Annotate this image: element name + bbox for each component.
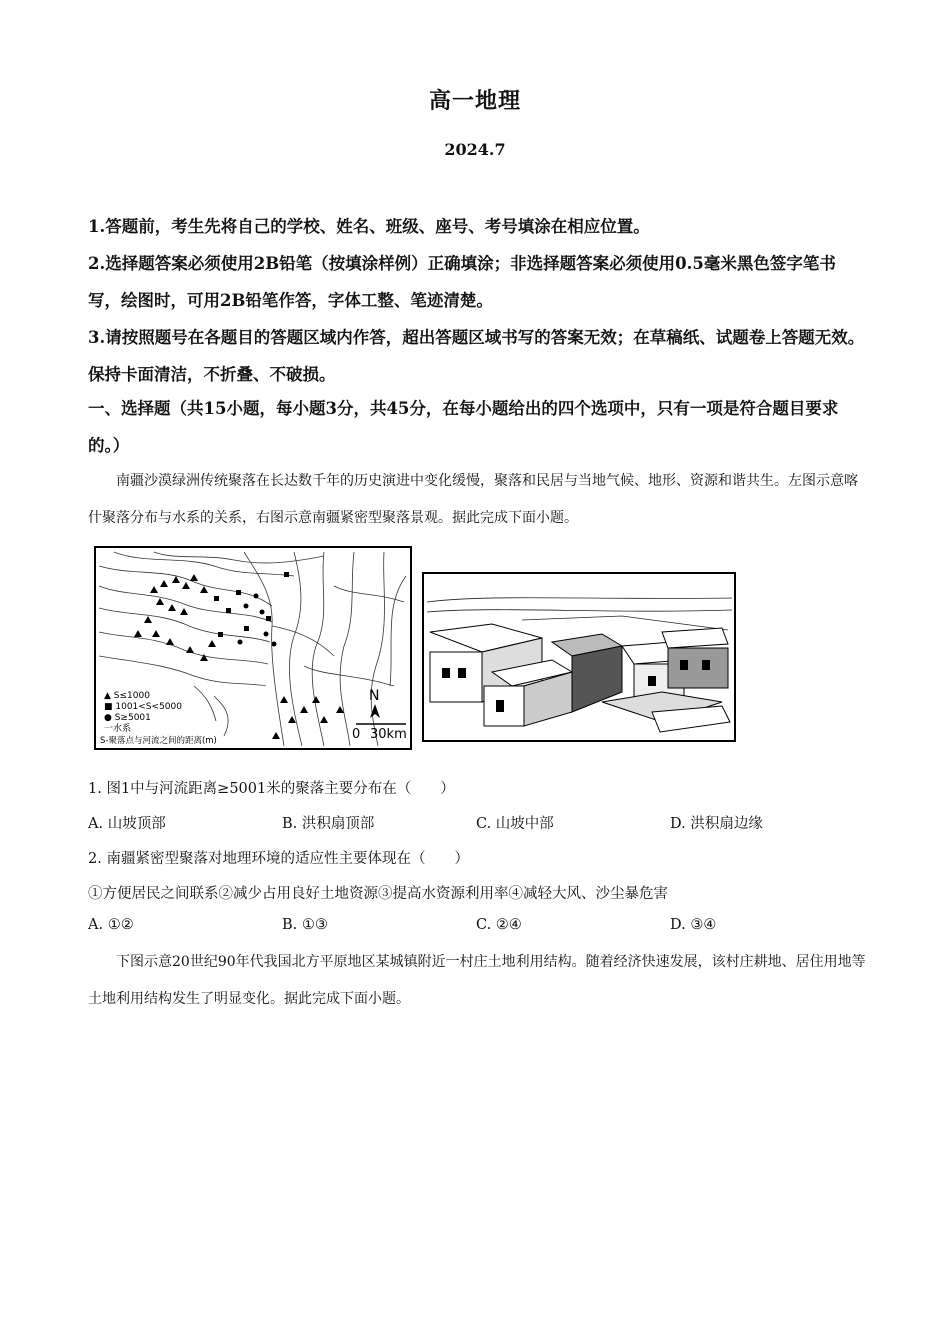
- legend-river: 一水系: [104, 724, 132, 734]
- q1-option-d: D. 洪积扇边缘: [670, 816, 763, 832]
- settlement-river-map: [94, 546, 412, 750]
- question-1-stem: 1. 图1中与河流距离≥5001米的聚落主要分布在（ ）: [88, 781, 455, 797]
- instruction-3: 3.请按照题号在各题目的答题区域内作答，超出答题区域书写的答案无效；在草稿纸、试题卷上答题无效。保持卡面清洁，不折叠、不破损。: [88, 328, 865, 384]
- exam-date: 2024.7: [444, 140, 506, 159]
- instruction-1: 1.答题前，考生先将自己的学校、姓名、班级、座号、考号填涂在相应位置。: [88, 217, 650, 236]
- scale-zero: 0: [352, 727, 361, 742]
- q2-option-c: C. ②④: [476, 917, 522, 933]
- legend-circle: ● S≥5001: [104, 713, 151, 723]
- q1-option-a: A. 山坡顶部: [88, 816, 166, 832]
- instruction-2: 2.选择题答案必须使用2B铅笔（按填涂样例）正确填涂；非选择题答案必须使用0.5毫米黑色签字笔书写，绘图时，可用2B铅笔作答，字体工整、笔迹清楚。: [88, 254, 836, 310]
- section-heading: 一、选择题（共15小题，每小题3分，共45分，在每小题给出的四个选项中，只有一项是符合题目要求的。）: [88, 399, 839, 455]
- compact-settlement-sketch: [422, 572, 736, 742]
- legend-triangle: ▲ S≤1000: [104, 691, 150, 701]
- question-2-stem: 2. 南疆紧密型聚落对地理环境的适应性主要体现在（ ）: [88, 851, 469, 867]
- north-label: N: [369, 688, 380, 704]
- q2-option-a: A. ①②: [88, 917, 134, 933]
- question-2-statements: ①方便居民之间联系②减少占用良好土地资源③提高水资源利用率④减轻大风、沙尘暴危害: [88, 886, 668, 902]
- q1-option-c: C. 山坡中部: [476, 816, 554, 832]
- q2-option-d: D. ③④: [670, 917, 717, 933]
- page-title: 高一地理: [428, 88, 521, 114]
- q1-option-b: B. 洪积扇顶部: [282, 816, 375, 832]
- scale-distance: 30km: [370, 727, 407, 742]
- passage-2: 下图示意20世纪90年代我国北方平原地区某城镇附近一村庄土地利用结构。随着经济快速发展，该村庄耕地、居住用地等土地利用结构发生了明显变化。据此完成下面小题。: [88, 954, 866, 1007]
- passage-1: 南疆沙漠绿洲传统聚落在长达数千年的历史演进中变化缓慢，聚落和民居与当地气候、地形、资源和谐共生。左图示意喀什聚落分布与水系的关系，右图示意南疆紧密型聚落景观。据此完成下面小题。: [88, 473, 858, 526]
- legend-square: ■ 1001<S<5000: [104, 702, 182, 712]
- q2-option-b: B. ①③: [282, 917, 328, 933]
- legend-note: S-聚落点与河流之间的距离(m): [100, 736, 217, 746]
